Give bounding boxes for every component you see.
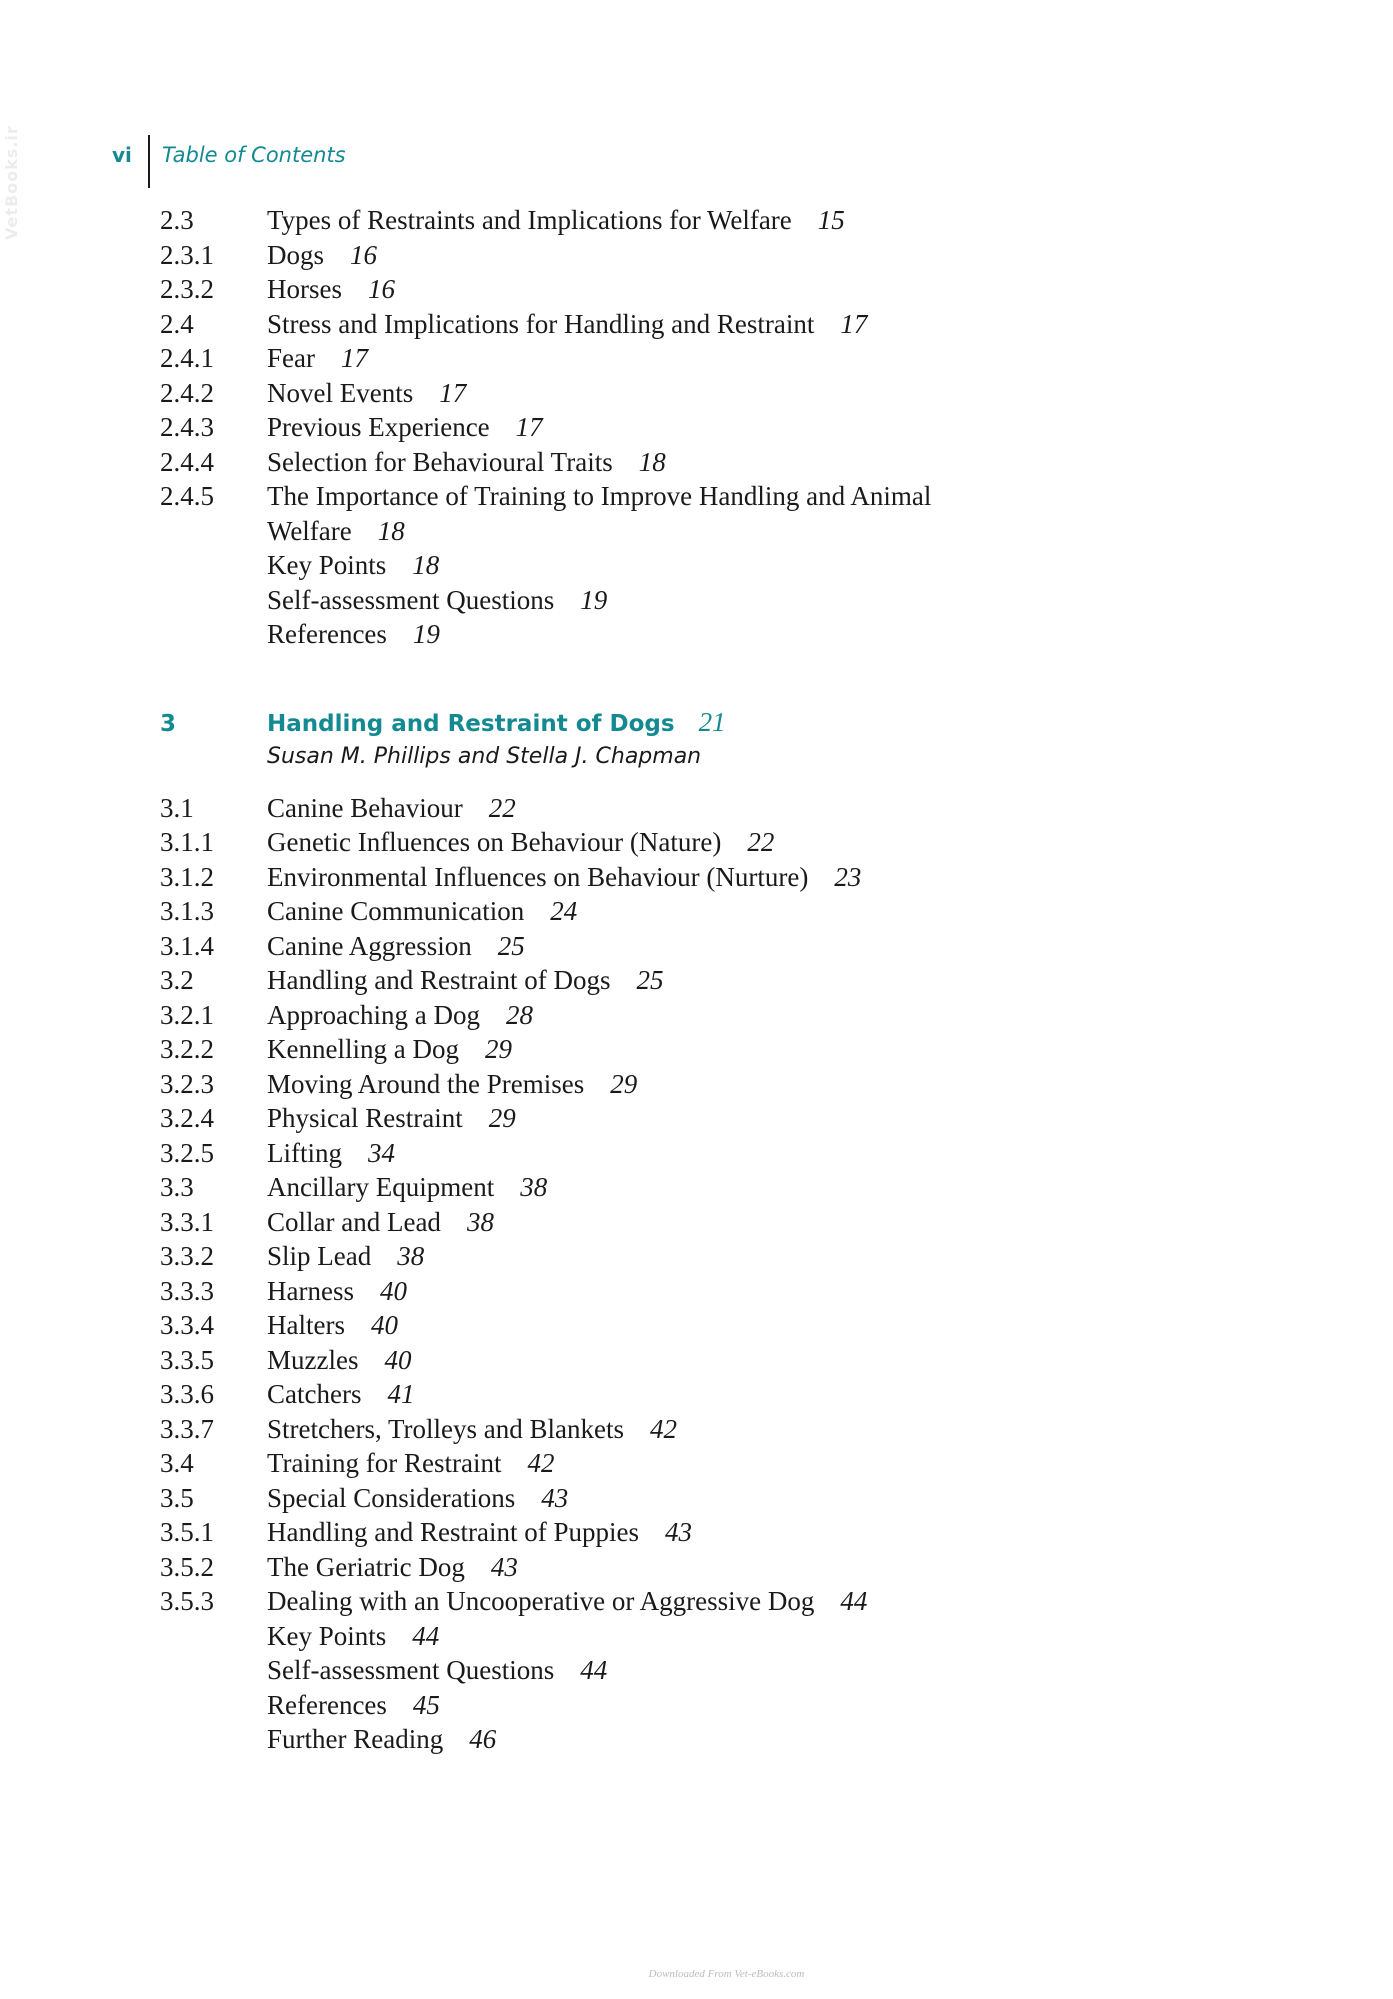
- toc-entry-page-number: 40: [384, 1344, 412, 1375]
- toc-entry-page-number: 41: [387, 1379, 415, 1409]
- toc-entry-text: [267, 1205, 1340, 1240]
- header-divider: [148, 135, 150, 188]
- toc-entry-text: [267, 860, 1340, 895]
- toc-entry-text: [267, 1170, 1340, 1205]
- section-gap: [160, 773, 1340, 791]
- toc-entry-number: 2.4.4: [160, 446, 214, 477]
- toc-entry-title: Approaching a Dog: [267, 999, 480, 1030]
- toc-entry-number: 2.4.2: [160, 377, 214, 408]
- toc-entry[interactable]: [160, 341, 1340, 376]
- toc-entry-title: References: [267, 619, 387, 649]
- toc-entry-page-number: 17: [840, 308, 868, 339]
- toc-entry-text: [267, 963, 1340, 998]
- toc-entry-text: [267, 1101, 1340, 1136]
- toc-entry[interactable]: [160, 203, 1340, 238]
- toc-entry-text: [267, 894, 1340, 929]
- chapter-authors: Susan M. Phillips and Stella J. Chapman: [267, 743, 702, 769]
- toc-entry[interactable]: [160, 1170, 1340, 1205]
- toc-entry-page-number: 29: [484, 1034, 512, 1064]
- toc-entry-page-number: 43: [664, 1517, 692, 1547]
- toc-entry-text: [267, 1515, 1340, 1550]
- toc-entry-title: Muzzles: [267, 1344, 359, 1375]
- toc-entry-title: Horses: [267, 274, 342, 304]
- toc-entry-number: 3.5.3: [160, 1586, 214, 1616]
- toc-entry-number: 3.2.2: [160, 1034, 214, 1064]
- toc-entry[interactable]: [160, 1032, 1340, 1067]
- toc-entry-page-number: 22: [488, 792, 516, 823]
- toc-entry[interactable]: [160, 1584, 1340, 1619]
- toc-entry-text: [267, 1377, 1340, 1412]
- toc-entry-text: [267, 1688, 1340, 1723]
- toc-entry-title: Training for Restraint: [267, 1448, 502, 1478]
- toc-entry[interactable]: [160, 617, 1340, 652]
- toc-entry-number: 3.1.2: [160, 861, 214, 892]
- toc-entry-number: 3.2.4: [160, 1103, 214, 1133]
- toc-entry-number: 2.3: [160, 205, 194, 235]
- toc-entry-page-number: 29: [488, 1103, 516, 1133]
- toc-entry-number: 3.3.2: [160, 1241, 214, 1271]
- toc-entry-title: Handling and Restraint of Puppies: [267, 1517, 639, 1547]
- toc-entry[interactable]: [160, 479, 1340, 514]
- toc-entry-page-number: 25: [497, 930, 525, 961]
- toc-entry-number: 3.2: [160, 965, 194, 995]
- toc-entry[interactable]: [160, 1722, 1340, 1757]
- toc-entry-page-number: 23: [834, 861, 862, 892]
- toc-entry-number: 3.1.1: [160, 827, 214, 857]
- toc-entry-page-number: 29: [610, 1068, 638, 1099]
- toc-entry-page-number: 45: [412, 1689, 440, 1720]
- toc-entry-title: The Geriatric Dog: [267, 1551, 465, 1582]
- toc-entry-title: Welfare: [267, 515, 352, 546]
- toc-entry-text: [267, 1032, 1340, 1067]
- toc-entry-page-number: 44: [580, 1655, 608, 1685]
- toc-entry-page-number: 43: [541, 1482, 569, 1513]
- toc-entry[interactable]: [160, 1239, 1340, 1274]
- toc-entry-title: Self-assessment Questions: [267, 1655, 555, 1685]
- toc-entry-title: Further Reading: [267, 1724, 444, 1754]
- toc-entry-text: [267, 548, 1340, 583]
- toc-entry-page-number: 44: [412, 1620, 440, 1651]
- toc-entry[interactable]: [160, 1343, 1340, 1378]
- side-watermark: VetBooks.ir: [2, 125, 21, 240]
- toc-entry-number: 3.3.3: [160, 1275, 214, 1306]
- toc-entry-page-number: 19: [580, 584, 608, 615]
- toc-entry-page-number: 44: [840, 1586, 868, 1616]
- toc-entry-title: Environmental Influences on Behaviour (Nurture): [267, 861, 809, 892]
- toc-entry-page-number: 42: [527, 1448, 555, 1478]
- toc-entry[interactable]: [160, 376, 1340, 411]
- toc-entry-text: [267, 238, 1340, 273]
- toc-entry-number: 3.3.7: [160, 1413, 214, 1444]
- toc-entry-text: [267, 791, 1340, 826]
- toc-entry-text: [267, 998, 1340, 1033]
- toc-entry-number: 3.3.5: [160, 1344, 214, 1375]
- toc-entry-page-number: 40: [370, 1310, 398, 1340]
- chapter-title: Handling and Restraint of Dogs: [267, 710, 675, 737]
- toc-entry-number: 3.1.4: [160, 930, 214, 961]
- toc-entry-page-number: 43: [490, 1551, 518, 1582]
- toc-entry-title: Selection for Behavioural Traits: [267, 446, 613, 477]
- toc-entry[interactable]: [160, 1274, 1340, 1309]
- toc-entry-text: [267, 479, 1340, 514]
- toc-entry[interactable]: [160, 894, 1340, 929]
- toc-entry[interactable]: [160, 548, 1340, 583]
- toc-entry-page-number: 17: [439, 377, 467, 408]
- toc-entry-text: [267, 1136, 1340, 1171]
- toc-entry-text: [267, 376, 1340, 411]
- toc-entry-number: 3.3: [160, 1172, 194, 1202]
- toc-entry-title: Ancillary Equipment: [267, 1172, 495, 1202]
- toc-entry-page-number: 19: [412, 619, 440, 649]
- toc-entry-title: Special Considerations: [267, 1482, 516, 1513]
- toc-entry[interactable]: [160, 963, 1340, 998]
- section-gap: [160, 652, 1340, 707]
- toc-entry-page-number: 28: [505, 999, 533, 1030]
- toc-entry-text: [267, 1412, 1340, 1447]
- toc-entry-text: [267, 307, 1340, 342]
- toc-entry-text: [267, 203, 1340, 238]
- toc-entry-text: [267, 1343, 1340, 1378]
- toc-entry-title: Key Points: [267, 550, 387, 580]
- toc-entry-number: 3.1: [160, 792, 194, 823]
- toc-entry-page-number: 22: [747, 827, 775, 857]
- toc-entry-text: [267, 1584, 1340, 1619]
- toc-entry-number: 3.2.1: [160, 999, 214, 1030]
- page-folio: vi: [112, 143, 132, 167]
- toc-entry[interactable]: [160, 1377, 1340, 1412]
- toc-entry-page-number: 38: [520, 1172, 548, 1202]
- toc-entry-page-number: 15: [817, 205, 845, 235]
- toc-entry-page-number: 16: [368, 274, 395, 304]
- toc-entry-title: Harness: [267, 1275, 354, 1306]
- toc-entry-title: Halters: [267, 1310, 345, 1340]
- toc-entry-page-number: 38: [397, 1241, 425, 1271]
- toc-entry-title: Stress and Implications for Handling and Restraint: [267, 308, 815, 339]
- toc-entry-title: Previous Experience: [267, 412, 490, 442]
- toc-entry[interactable]: [160, 1308, 1340, 1343]
- chapter-page-number: 21: [698, 706, 726, 737]
- toc-entry-text: [267, 1274, 1340, 1309]
- toc-entry-title: Collar and Lead: [267, 1206, 441, 1237]
- toc-entry-page-number: 34: [368, 1137, 395, 1168]
- toc-entry-page-number: 42: [649, 1413, 677, 1444]
- toc-entry[interactable]: [160, 272, 1340, 307]
- toc-entry-text: [267, 1653, 1340, 1688]
- toc-entry-text: [267, 1550, 1340, 1585]
- toc-entry-title: Slip Lead: [267, 1241, 372, 1271]
- toc-entry-page-number: 18: [412, 550, 440, 580]
- toc-entry-number: 3.1.3: [160, 896, 214, 926]
- toc-entry-number: 3.2.5: [160, 1137, 214, 1168]
- toc-entry-text: [267, 825, 1340, 860]
- toc-entry[interactable]: [160, 514, 1340, 549]
- toc-entry-title: Self-assessment Questions: [267, 584, 555, 615]
- toc-entry-text: [267, 272, 1340, 307]
- toc-entry-text: [267, 929, 1340, 964]
- toc-entry-page-number: 18: [638, 446, 666, 477]
- toc-entry-number: 3.2.3: [160, 1068, 214, 1099]
- toc-entry-text: [267, 341, 1340, 376]
- toc-entry-title: Dealing with an Uncooperative or Aggressive Dog: [267, 1586, 815, 1616]
- toc-entry[interactable]: [160, 998, 1340, 1033]
- toc-entry-title: Moving Around the Premises: [267, 1068, 585, 1099]
- toc-entry-title: Dogs: [267, 239, 325, 270]
- chapter-number: 3: [160, 710, 177, 737]
- toc-entry-number: 3.4: [160, 1448, 194, 1478]
- toc-entry-title: Canine Communication: [267, 896, 525, 926]
- toc-entry-text: [267, 410, 1340, 445]
- toc-entry-page-number: 16: [350, 239, 378, 270]
- toc-entry-text: [267, 1308, 1340, 1343]
- toc-entry-text: [267, 1446, 1340, 1481]
- toc-entry-title: Fear: [267, 343, 315, 373]
- toc-entry-number: 2.4.5: [160, 481, 214, 511]
- toc-entry[interactable]: [160, 410, 1340, 445]
- toc-entry-title: Canine Behaviour: [267, 792, 463, 823]
- toc-entry[interactable]: [160, 1688, 1340, 1723]
- toc-entry-text: [267, 1722, 1340, 1757]
- toc-entry-number: 2.4: [160, 308, 194, 339]
- toc-entry-number: 3.5.2: [160, 1551, 214, 1582]
- toc-entry-page-number: 24: [550, 896, 578, 926]
- toc-entry-page-number: 40: [379, 1275, 407, 1306]
- toc-entry[interactable]: [160, 1550, 1340, 1585]
- toc-entry-text: [267, 1239, 1340, 1274]
- toc-entry[interactable]: [160, 860, 1340, 895]
- toc-entry-number: 3.3.1: [160, 1206, 214, 1237]
- toc-entry-text: [267, 1067, 1340, 1102]
- toc-section-chapter-3: [160, 791, 1340, 1757]
- toc-entry-title: Stretchers, Trolleys and Blankets: [267, 1413, 624, 1444]
- toc-entry-page-number: 17: [340, 343, 368, 373]
- toc-entry-title: Lifting: [267, 1137, 342, 1168]
- toc-entry-number: 3.3.4: [160, 1310, 214, 1340]
- toc-entry-text: [267, 1481, 1340, 1516]
- running-head: [112, 135, 346, 188]
- toc-entry-title: References: [267, 1689, 387, 1720]
- toc-entry-number: 3.5: [160, 1482, 194, 1513]
- toc-entry-text: [267, 514, 1340, 549]
- toc-entry-title: Handling and Restraint of Dogs: [267, 965, 611, 995]
- toc-entry[interactable]: [160, 1653, 1340, 1688]
- table-of-contents: [160, 203, 1340, 1757]
- toc-entry-page-number: 46: [469, 1724, 497, 1754]
- toc-entry-number: 2.3.1: [160, 239, 214, 270]
- toc-entry-title: Novel Events: [267, 377, 414, 408]
- toc-entry[interactable]: [160, 1101, 1340, 1136]
- toc-entry[interactable]: [160, 238, 1340, 273]
- toc-entry-number: 3.5.1: [160, 1517, 214, 1547]
- toc-entry[interactable]: [160, 1619, 1340, 1654]
- toc-section-chapter-2: [160, 203, 1340, 652]
- toc-entry[interactable]: [160, 929, 1340, 964]
- toc-entry-number: 2.4.1: [160, 343, 214, 373]
- toc-entry[interactable]: [160, 307, 1340, 342]
- toc-entry-title: The Importance of Training to Improve Handling and Animal: [267, 481, 932, 511]
- toc-entry-title: Canine Aggression: [267, 930, 472, 961]
- running-head-title: Table of Contents: [162, 143, 346, 167]
- toc-entry[interactable]: [160, 1205, 1340, 1240]
- toc-entry[interactable]: [160, 1412, 1340, 1447]
- toc-entry-title: Genetic Influences on Behaviour (Nature): [267, 827, 722, 857]
- toc-entry[interactable]: [160, 445, 1340, 480]
- toc-entry[interactable]: [160, 1067, 1340, 1102]
- toc-entry-title: Physical Restraint: [267, 1103, 463, 1133]
- toc-entry-page-number: 17: [515, 412, 543, 442]
- toc-entry-page-number: 38: [466, 1206, 494, 1237]
- toc-entry-text: [267, 1619, 1340, 1654]
- toc-entry-page-number: 25: [636, 965, 664, 995]
- toc-entry[interactable]: [160, 583, 1340, 618]
- toc-entry-text: [267, 445, 1340, 480]
- toc-entry-title: Kennelling a Dog: [267, 1034, 459, 1064]
- footer-watermark: Downloaded From Vet-eBooks.com: [648, 1968, 805, 1980]
- toc-entry-number: 2.3.2: [160, 274, 214, 304]
- toc-entry[interactable]: [160, 1515, 1340, 1550]
- toc-entry-text: [267, 583, 1340, 618]
- toc-entry[interactable]: [160, 791, 1340, 826]
- toc-entry-number: 2.4.3: [160, 412, 214, 442]
- toc-entry-title: Types of Restraints and Implications for Welfare: [267, 205, 792, 235]
- toc-entry[interactable]: [160, 825, 1340, 860]
- toc-entry-page-number: 18: [377, 515, 405, 546]
- chapter-heading[interactable]: [160, 707, 1340, 741]
- toc-entry-title: Catchers: [267, 1379, 362, 1409]
- toc-entry-text: [267, 617, 1340, 652]
- toc-entry-title: Key Points: [267, 1620, 387, 1651]
- toc-entry[interactable]: [160, 1136, 1340, 1171]
- toc-entry-number: 3.3.6: [160, 1379, 214, 1409]
- toc-entry[interactable]: [160, 1481, 1340, 1516]
- toc-entry[interactable]: [160, 1446, 1340, 1481]
